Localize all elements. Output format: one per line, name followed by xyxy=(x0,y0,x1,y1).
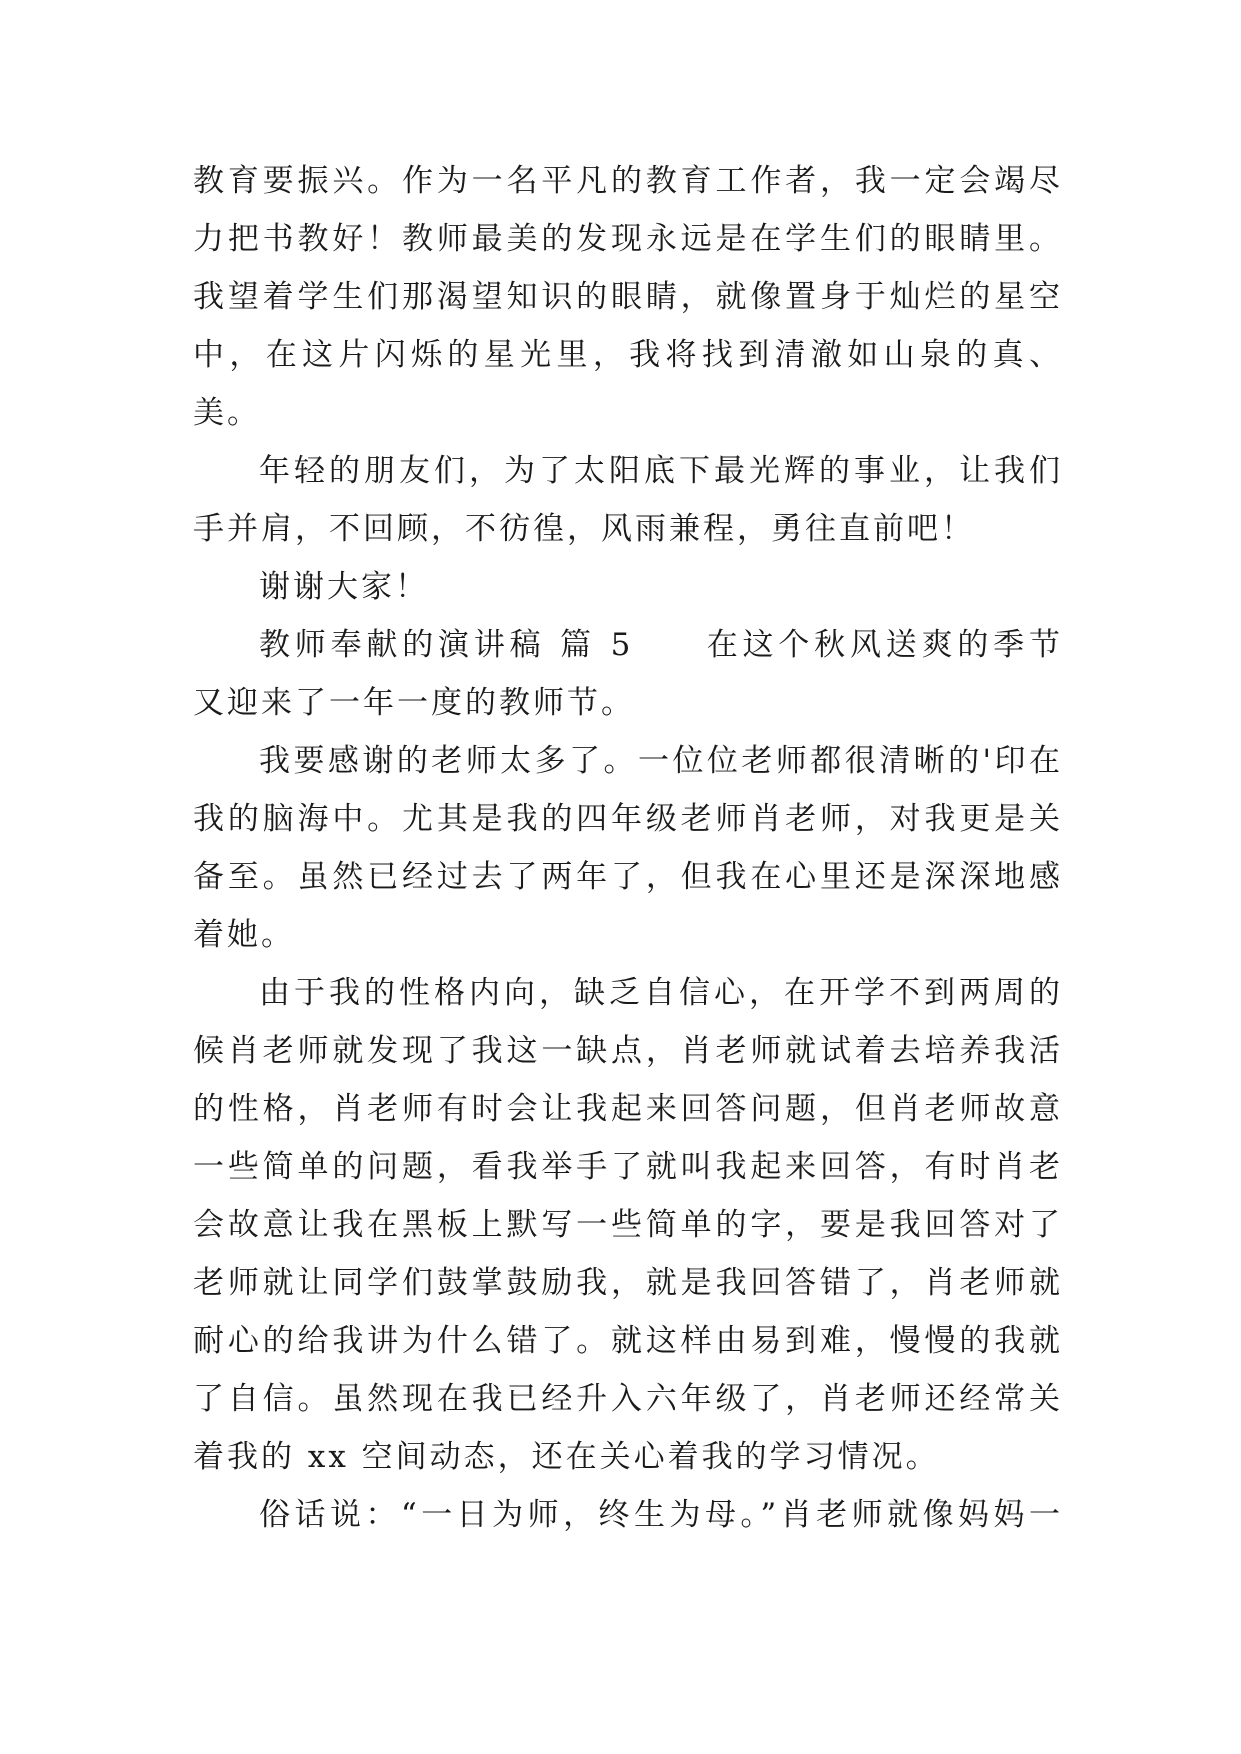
paragraph-first-line: 俗话说：“一日为师，终生为母。”肖老师就像妈妈一 xyxy=(259,1497,1063,1533)
text-line: 了自信。虽然现在我已经升入六年级了，肖老师还经常关 xyxy=(193,1381,1063,1417)
text-line: 美。 xyxy=(193,395,261,431)
text-line: 耐心的给我讲为什么错了。就这样由易到难，慢慢的我就 xyxy=(193,1323,1063,1359)
section-heading-line: 教师奉献的演讲稿 篇 5 在这个秋风送爽的季节 xyxy=(259,627,1063,663)
text-line: 又迎来了一年一度的教师节。 xyxy=(193,685,635,721)
text-line: 老师就让同学们鼓掌鼓励我，就是我回答错了，肖老师就 xyxy=(193,1265,1063,1301)
paragraph-first-line: 谢谢大家！ xyxy=(259,569,429,605)
paragraph-first-line: 年轻的朋友们，为了太阳底下最光辉的事业，让我们 xyxy=(259,453,1063,489)
text-line: 备至。虽然已经过去了两年了，但我在心里还是深深地感 xyxy=(193,859,1063,895)
text-line: 中，在这片闪烁的星光里，我将找到清澈如山泉的真、 xyxy=(193,337,1063,373)
text-line: 候肖老师就发现了我这一缺点，肖老师就试着去培养我活 xyxy=(193,1033,1063,1069)
document-body xyxy=(193,152,1063,1544)
text-line: 着我的 xx 空间动态，还在关心着我的学习情况。 xyxy=(193,1439,940,1475)
text-line: 我的脑海中。尤其是我的四年级老师肖老师，对我更是关 xyxy=(193,801,1063,837)
text-line: 手并肩，不回顾，不彷徨，风雨兼程，勇往直前吧！ xyxy=(193,511,975,547)
paragraph-first-line: 我要感谢的老师太多了。一位位老师都很清晰的'印在 xyxy=(259,743,1063,779)
paragraph-first-line: 由于我的性格内向，缺乏自信心，在开学不到两周的 xyxy=(259,975,1063,1011)
text-line: 着她。 xyxy=(193,917,295,953)
text-line: 一些简单的问题，看我举手了就叫我起来回答，有时肖老 xyxy=(193,1149,1063,1185)
text-line: 我望着学生们那渴望知识的眼睛，就像置身于灿烂的星空 xyxy=(193,279,1063,315)
text-line: 会故意让我在黑板上默写一些简单的字，要是我回答对了 xyxy=(193,1207,1063,1243)
text-line: 的性格，肖老师有时会让我起来回答问题，但肖老师故意 xyxy=(193,1091,1063,1127)
text-line: 教育要振兴。作为一名平凡的教育工作者，我一定会竭尽 xyxy=(193,163,1063,199)
text-line: 力把书教好！教师最美的发现永远是在学生们的眼睛里。 xyxy=(193,221,1063,257)
